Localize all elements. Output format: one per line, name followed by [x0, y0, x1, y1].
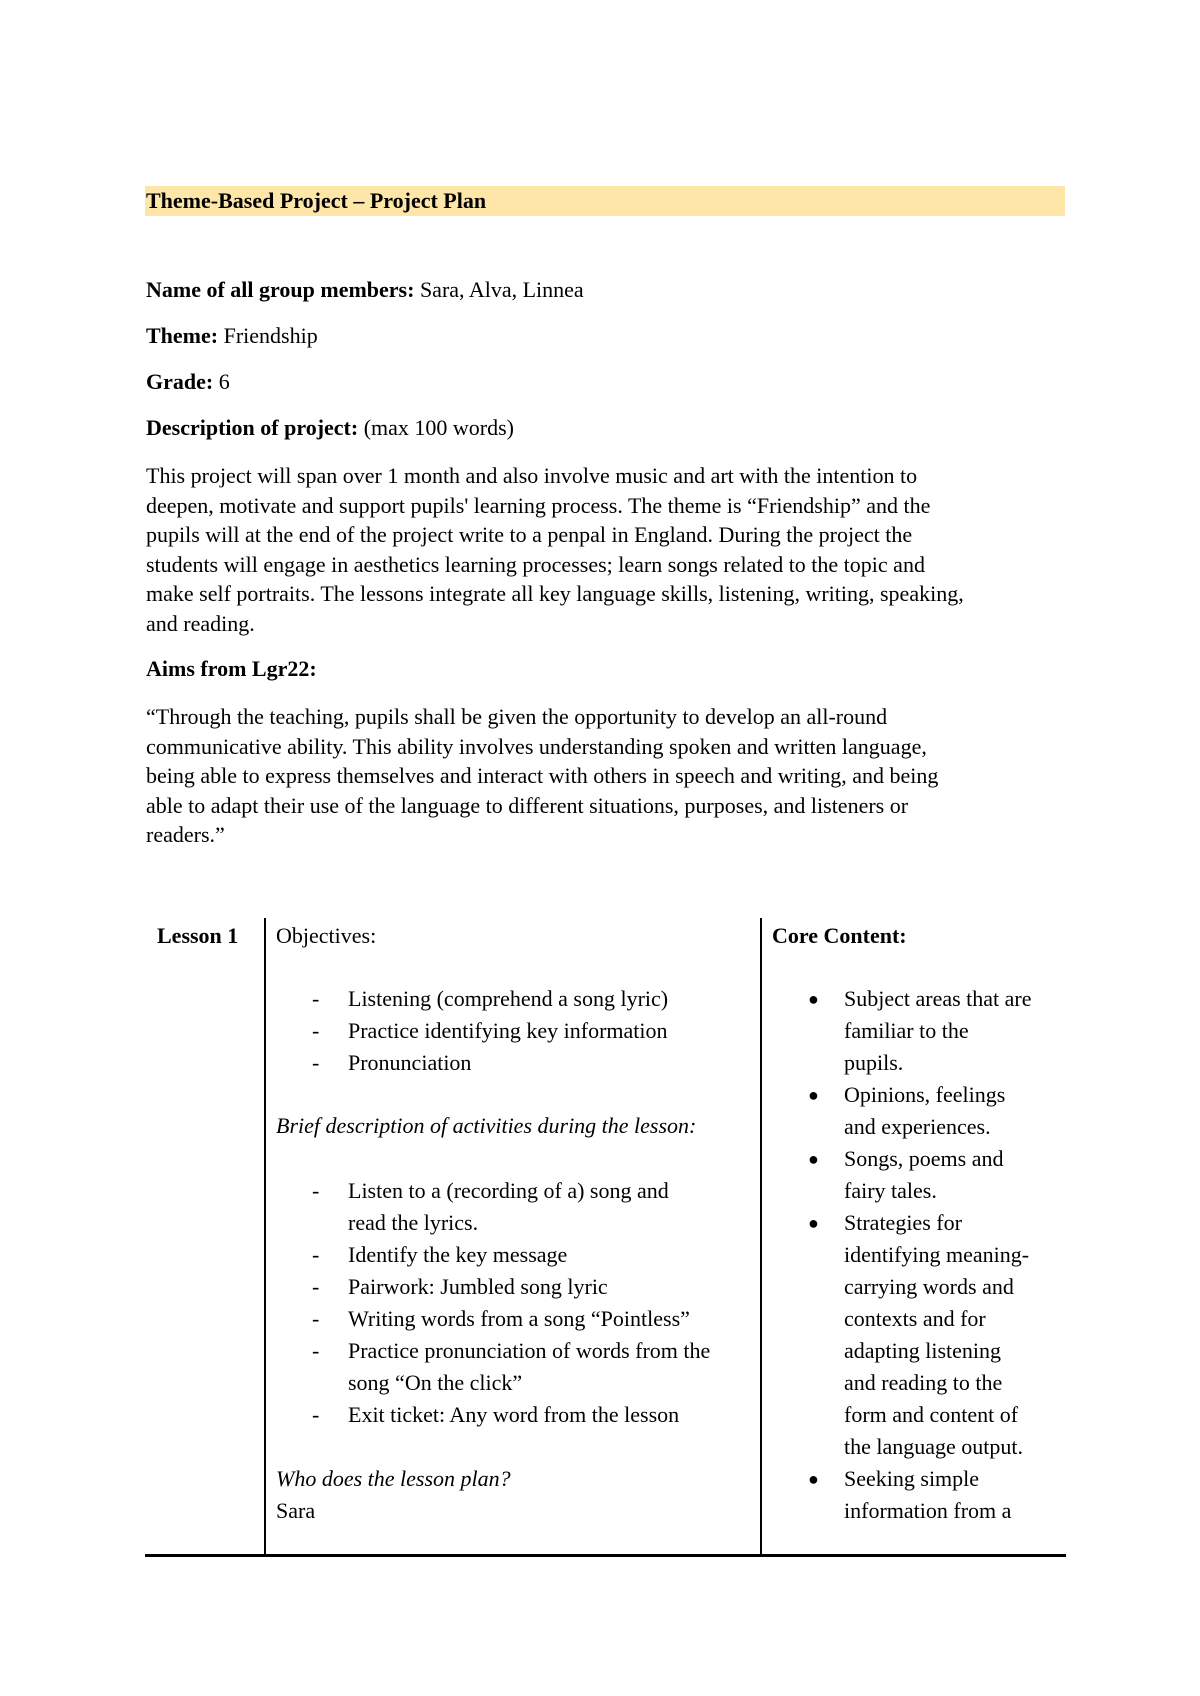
activities-label: Brief description of activities during the lesson:: [276, 1113, 697, 1138]
dash-marker: -: [312, 1018, 320, 1043]
aims-line: able to adapt their use of the language to different situations, purposes, and listeners or: [146, 792, 909, 818]
bullet-icon: ●: [808, 1085, 819, 1105]
objective-item-text: Listening (comprehend a song lyric): [348, 986, 669, 1011]
activity-item: [312, 1175, 710, 1239]
description-label: Description of project:: [146, 415, 359, 440]
dash-marker: -: [312, 1274, 320, 1299]
activity-item: [312, 1239, 710, 1271]
objective-item: [312, 1015, 668, 1047]
bullet-icon: ●: [808, 1149, 819, 1169]
who-label: Who does the lesson plan?: [276, 1466, 511, 1491]
core-content-item: [808, 983, 1032, 1079]
grade-field: [146, 368, 230, 396]
dash-marker: -: [312, 1242, 320, 1267]
aims-field: [146, 655, 317, 683]
description-line: deepen, motivate and support pupils' learning process. The theme is “Friendship” and the: [146, 492, 931, 518]
aims-quote: [146, 702, 1066, 850]
core-content-label: Core Content:: [772, 923, 907, 948]
description-line: make self portraits. The lessons integrate all key language skills, listening, writing, speaking,: [146, 581, 964, 606]
core-content-item-text: Strategies for identifying meaning- carrying words and contexts and for adapting listening and reading to the form and content of the language output.: [844, 1210, 1030, 1459]
dash-marker: -: [312, 1402, 320, 1427]
objectives-list: [312, 983, 669, 1079]
activity-item-text: Listen to a (recording of a) song and read the lyrics.: [348, 1178, 669, 1235]
aims-label: Aims from Lgr22:: [146, 656, 317, 681]
members-label: Name of all group members:: [146, 277, 415, 302]
bullet-icon: ●: [808, 1469, 819, 1489]
core-content-item: [808, 1207, 1032, 1463]
core-content-item-text: Opinions, feelings and experiences.: [844, 1082, 1006, 1139]
members-field: [146, 276, 584, 304]
objective-item-text: Pronunciation: [348, 1050, 472, 1075]
activity-item: [312, 1303, 710, 1335]
objective-item: [312, 1047, 668, 1079]
activity-item-text: Pairwork: Jumbled song lyric: [348, 1274, 608, 1299]
bullet-icon: ●: [808, 1213, 819, 1233]
activities-list: [312, 1175, 711, 1431]
table-bottom-border: [145, 1554, 1066, 1557]
core-content-item-text: Songs, poems and fairy tales.: [844, 1146, 1004, 1203]
core-content-item: [808, 1079, 1032, 1143]
aims-line: readers.”: [146, 822, 225, 847]
activity-item-text: Writing words from a song “Pointless”: [348, 1306, 690, 1331]
core-content-item-text: Subject areas that are familiar to the pupils.: [844, 986, 1032, 1075]
who-value: Sara: [276, 1498, 316, 1523]
core-content-item-text: Seeking simple information from a: [844, 1466, 1012, 1523]
dash-marker: -: [312, 1178, 320, 1203]
description-line: This project will span over 1 month and also involve music and art with the intention to: [146, 463, 918, 488]
objective-item: [312, 983, 669, 1015]
description-line: students will engage in aesthetics learning processes; learn songs related to the topic and: [146, 551, 925, 577]
activity-item: [312, 1399, 710, 1431]
activity-item-text: Practice pronunciation of words from the song “On the click”: [348, 1338, 711, 1395]
description-line: pupils will at the end of the project write to a penpal in England. During the project the: [146, 522, 913, 547]
grade-label: Grade:: [146, 369, 214, 394]
table-divider-right: [760, 918, 762, 1556]
description-line: and reading.: [146, 610, 255, 636]
description-paragraph: [146, 461, 1066, 638]
dash-marker: -: [312, 1306, 320, 1331]
description-note: (max 100 words): [358, 415, 515, 440]
lesson-label: Lesson 1: [157, 923, 239, 948]
page-title: Theme-Based Project – Project Plan: [146, 188, 487, 213]
activity-item: [312, 1335, 711, 1399]
aims-line: communicative ability. This ability involves understanding spoken and written language,: [146, 733, 927, 759]
bullet-icon: ●: [808, 989, 819, 1009]
dash-marker: -: [312, 986, 320, 1011]
members-value: Sara, Alva, Linnea: [414, 277, 584, 302]
theme-value: Friendship: [218, 323, 318, 348]
theme-field: [146, 322, 318, 350]
grade-value: 6: [213, 369, 230, 394]
core-content-list: [808, 983, 1032, 1527]
core-content-item: [808, 1463, 1032, 1527]
core-content-item: [808, 1143, 1032, 1207]
aims-line: “Through the teaching, pupils shall be given the opportunity to develop an all-round: [146, 704, 888, 729]
objectives-label: Objectives:: [276, 923, 377, 948]
aims-line: being able to express themselves and interact with others in speech and writing, and being: [146, 763, 939, 788]
description-field: [146, 414, 514, 442]
dash-marker: -: [312, 1338, 320, 1363]
table-divider-left: [264, 918, 266, 1556]
dash-marker: -: [312, 1050, 320, 1075]
activity-item-text: Exit ticket: Any word from the lesson: [348, 1402, 680, 1427]
theme-label: Theme:: [146, 323, 219, 348]
activity-item: [312, 1271, 710, 1303]
objective-item-text: Practice identifying key information: [348, 1018, 668, 1043]
activity-item-text: Identify the key message: [348, 1242, 568, 1267]
